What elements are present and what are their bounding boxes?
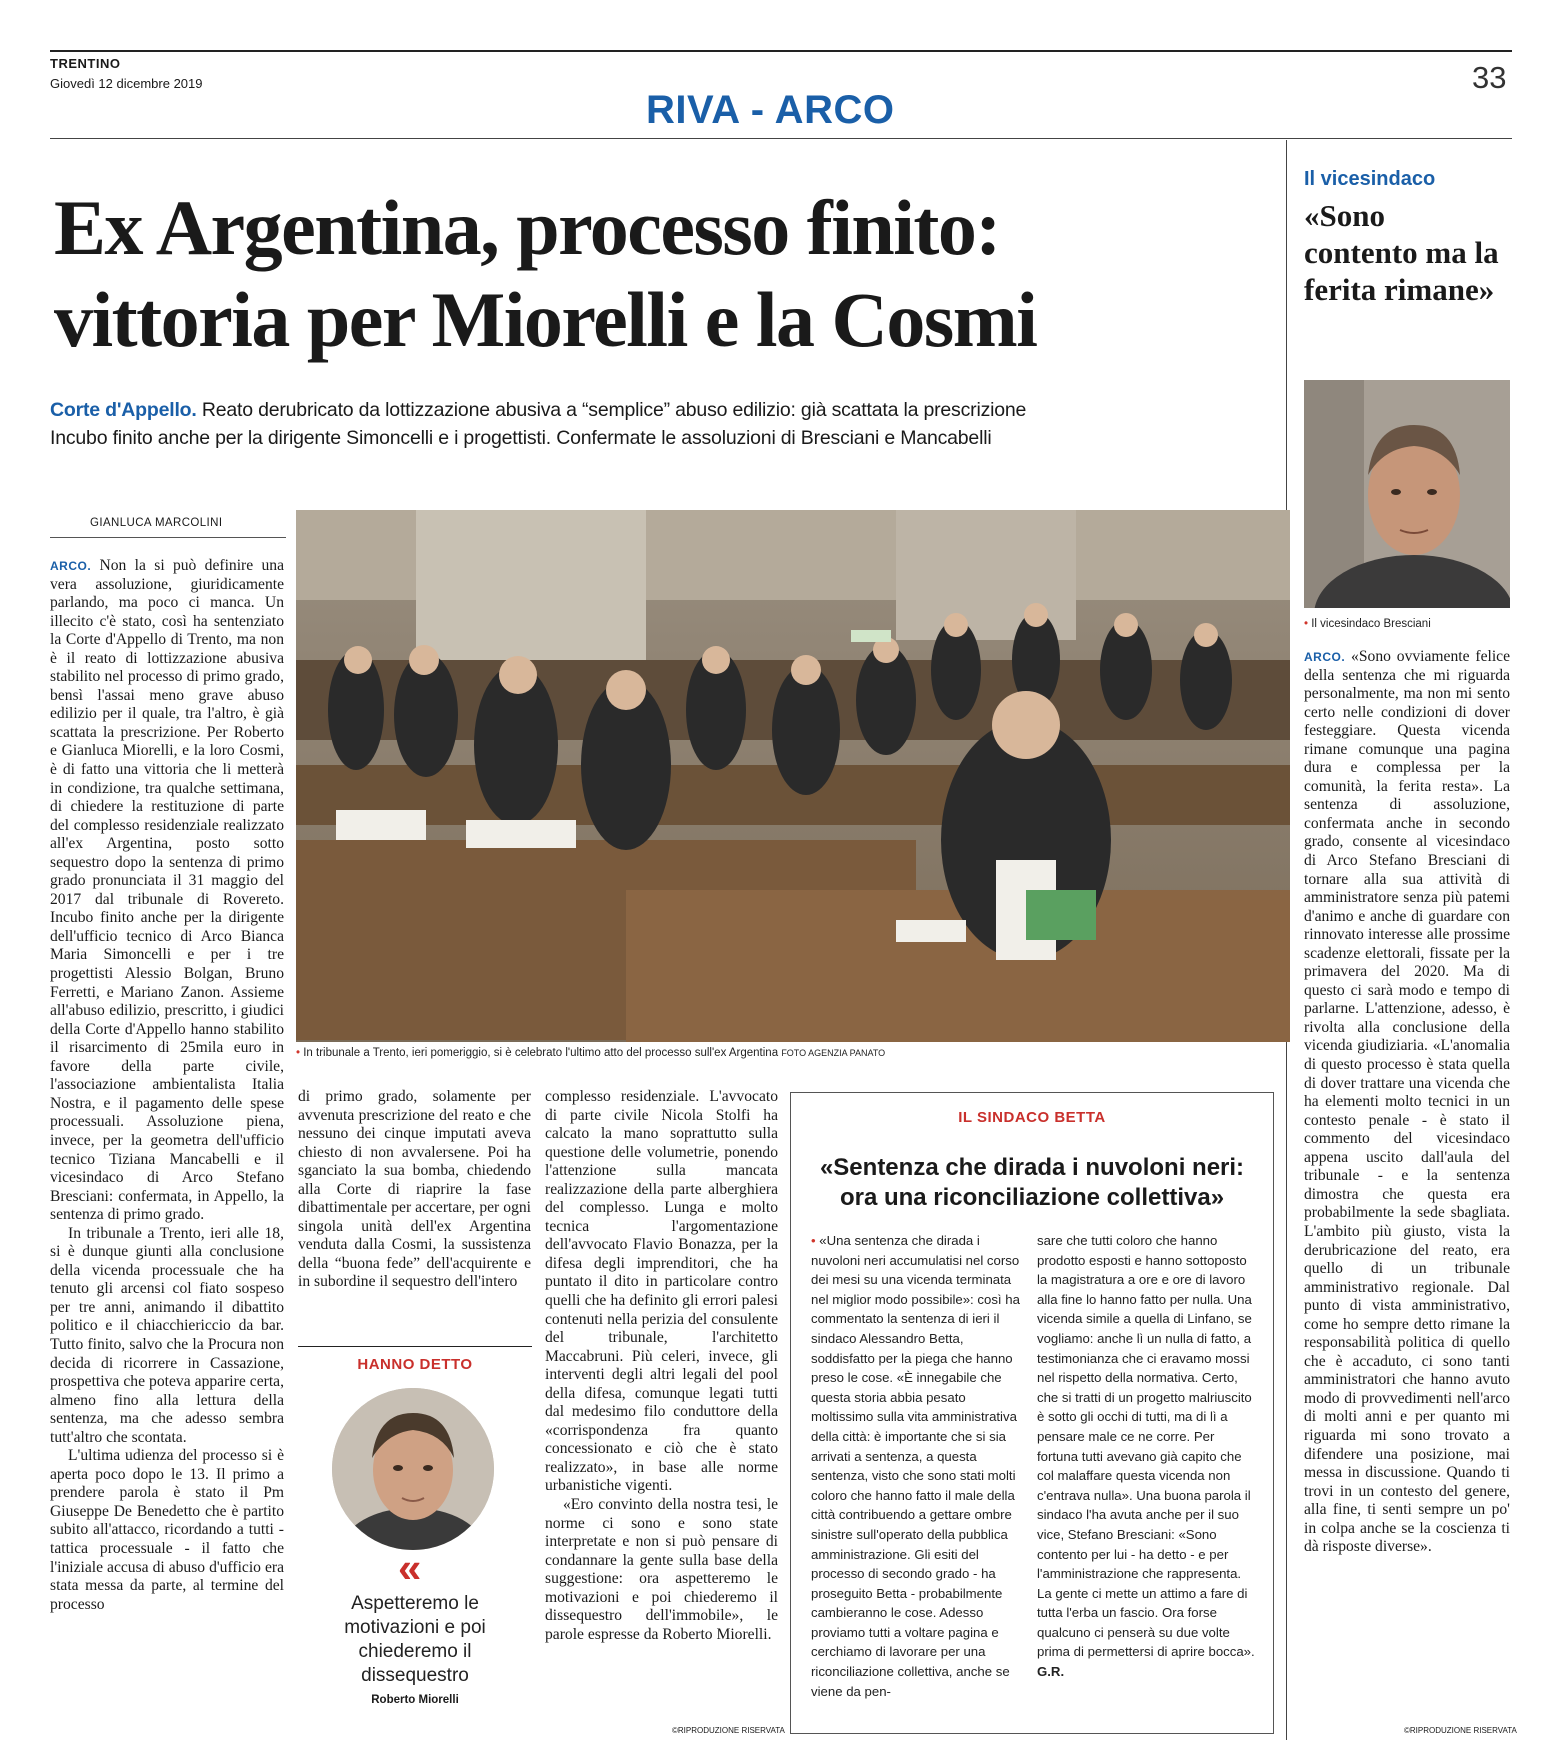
article-p3: L'ultima udienza del processo si è aperta poco dopo le 13. Il primo a prendere parola è stato il Pm Giuseppe De Benedetto che è partito subito all'attacco, ricordando a tutti - tattica processuale - il fatto che l'iniziale accusa di abuso d'ufficio era stata messa da parte, al termine del processo [50, 1447, 284, 1613]
mayor-signature: G.R. [1037, 1664, 1065, 1680]
sidebar-caption-bullet: • [1304, 618, 1309, 630]
mayor-box [790, 1092, 1274, 1734]
sidebar-body [1304, 648, 1510, 1557]
deck-kicker: Corte d'Appello. [50, 399, 197, 421]
portrait-bresciani [1304, 380, 1510, 608]
deck-text-1: Reato derubricato da lottizzazione abusiva a “semplice” abuso edilizio: già scattata la prescrizione [201, 399, 1027, 421]
caption-text: In tribunale a Trento, ieri pomeriggio, si è celebrato l'ultimo atto del processo sull'ex Argentina [303, 1047, 779, 1059]
byline-rule [50, 537, 286, 538]
portrait-miorelli [332, 1388, 494, 1550]
quote-text: Aspetteremo le motivazioni e poi chiederemo il dissequestro [344, 1593, 486, 1686]
section-rule [50, 138, 1512, 139]
sidebar-dateline: ARCO. [1304, 650, 1346, 664]
article-col3-p2: «Ero convinto della nostra tesi, le norme ci sono e sono state interpretate e non si può pensare di condannare la gente sulla base della suggestione: ora aspetteremo le motivazioni e poi chiederemo il dissequestro dell'immobile», le parole espresse da Roberto Miorelli. [545, 1496, 778, 1643]
headline-line-1: Ex Argentina, processo finito: [54, 184, 1000, 271]
quote-author: Roberto Miorelli [371, 1694, 459, 1706]
sidebar-title: «Sono contento ma la ferita rimane» [1304, 198, 1499, 307]
page-number: 33 [1472, 60, 1507, 95]
article-dateline: ARCO. [50, 559, 92, 573]
article-p1 [50, 557, 284, 1225]
quote-box [298, 1346, 532, 1736]
mayor-box-label: IL SINDACO BETTA [958, 1109, 1106, 1126]
courtroom-photo [296, 510, 1290, 1042]
section-title: RIVA - ARCO [646, 88, 895, 132]
byline: GIANLUCA MARCOLINI [90, 517, 223, 529]
sidebar-label: Il vicesindaco [1304, 168, 1436, 190]
issue-date: Giovedì 12 dicembre 2019 [50, 76, 203, 91]
mayor-title-line-1: «Sentenza che dirada i nuvoloni neri: [819, 1154, 1245, 1181]
quote-box-top-rule [298, 1346, 532, 1347]
mayor-column-1 [811, 1231, 1023, 1725]
photo-caption [296, 1047, 1290, 1059]
article-column-3 [545, 1088, 778, 1724]
mayor-bullet: • [811, 1233, 816, 1248]
caption-bullet: • [296, 1047, 301, 1059]
vicesindaco-photo [1304, 380, 1510, 608]
article-column-2 [298, 1088, 531, 1342]
deck-line-2: Incubo finito anche per la dirigente Simoncelli e i progettisti. Confermate le assoluzioni di Bresciani e Mancabelli [50, 427, 992, 449]
photo-credit: FOTO AGENZIA PANATO [781, 1048, 886, 1058]
headline-line-2: vittoria per Miorelli e la Cosmi [54, 276, 1037, 363]
quote-portrait [332, 1388, 494, 1550]
mayor-box-title [797, 1153, 1267, 1213]
article-p2: In tribunale a Trento, ieri alle 18, si è dunque giunti alla conclusione della vicenda processuale che ha tenuto gli arcensi col fiato sospeso per tre anni, animando il dibattito politico e il chiacchiericcio da bar. Tutto finito, salvo che la Procura non decida di ricorrere in Cassazione, prospettiva che poteva apparire certa, almeno fino alla lettura della sentenza, ma che adesso sembra tutt'altro che scontata. [50, 1224, 284, 1446]
deck-line-1 [50, 396, 1290, 424]
mayor-col1-text: «Una sentenza che dirada i nuvoloni neri accumulatisi nel corso dei mesi su una vicenda terminata nel miglior modo possibile»: così ha commentato la sentenza di ieri il sindaco Alessandro Betta, soddisfatto per la piega che hanno preso le cose. «È innegabile che questa storia abbia pesato moltissimo sulla vita amministrativa della città: è importante che si sia arrivati a sentenza, a questa sentenza, visto che sono stati molti coloro che hanno fatto il male della città contribuendo a gettare ombre sinistre sull'operato della pubblica amministrazione. Gli esiti del processo di secondo grado - ha proseguito Betta - probabilmente cambieranno le cose. Adesso proviamo tutti a voltare pagina e cerchiamo di lavorare per una riconciliazione collettiva, anche se viene da pen- [811, 1233, 1020, 1699]
masthead-rule [50, 50, 1512, 52]
sidebar-copyright: ©RIPRODUZIONE RISERVATA [1404, 1726, 1517, 1735]
mayor-column-2 [1037, 1231, 1257, 1725]
headline [54, 182, 1286, 366]
sidebar-body-text: «Sono ovviamente felice della sentenza che mi riguarda personalmente, ma non mi sento certo nelle condizioni di dover festeggiare. Questa vicenda rimane comunque una pagina dura e complessa per la comunità, la ferita resta». La sentenza di assoluzione, confermata anche in secondo grado, consente al vicesindaco di Arco Stefano Bresciani di tornare alla sua attività di amministratore senza più patemi d'animo e anche di guardare con rinnovato interesse alle prossime scadenze elettorali, fissate per la primavera del 2020. Ma di questo ci sarà modo e tempo di parlarne. L'attenzione, adesso, è rivolta alla conclusione della vicenda giudiziaria. «L'anomalia di questo processo è stata quella di dover trattare una vicenda che ha elementi molto tecnici in un contesto penale - è stato il commento del vicesindaco appena uscito dall'aula del tribunale - e la sentenza dimostra che questa era probabilmente la sede sbagliata. L'ambito più giusto, vista la derubricazione del reato, era quello di un tribunale amministrativo regionale. Dal punto di vista amministrativo, come ho sempre detto rimane la responsabilità politica di quello che è accaduto, ci sono tanti amministratori che hanno avuto modo di provvedimenti nell'arco di molti anni e per quanto mi riguarda mi sono trovato a difendere una posizione, mai messa in discussione. Quando ti trovi in un contesto del genere, alla fine, ti senti sempre un po' in colpa anche se la coscienza ti dà risposte diverse». [1304, 648, 1510, 1556]
article-column-1 [50, 557, 284, 1725]
sidebar-caption-text: Il vicesindaco Bresciani [1311, 618, 1431, 630]
mayor-col2-text: sare che tutti coloro che hanno prodotto esposti e hanno sottoposto la magistratura a ore e ore di lavoro alla fine lo hanno fatto per nulla. Una vicenda simile a quella di Linfano, se vogliamo: anche lì un nulla di fatto, a testimonianza che ci eravamo mossi nel rispetto della normativa. Certo, che si tratti di un progetto malriuscito è sotto gli occhi di tutti, ma di lì a pensare male ce ne corre. Per fortuna tutti avevano già capito che col malaffare questa vicenda non c'entrava nulla». Una buona parola il sindaco l'ha avuta anche per il suo vice, Stefano Bresciani: «Sono contento per lui - ha detto - e per l'amministrazione che rappresenta. La gente ci mette un attimo a fare di tutta l'erba un fascio. Ora forse qualcuno ci penserà su due volte prima di permettersi di aprire bocca». [1037, 1233, 1255, 1660]
courtroom-illustration [296, 510, 1290, 1042]
deck [50, 396, 1290, 452]
quote-box-label: HANNO DETTO [357, 1356, 473, 1373]
article-copyright: ©RIPRODUZIONE RISERVATA [672, 1726, 785, 1735]
quote-mark: « [398, 1544, 422, 1591]
mayor-title-line-2: ora una riconciliazione collettiva» [839, 1184, 1225, 1211]
article-col2-text: di primo grado, solamente per avvenuta prescrizione del reato e che nessuno dei cinque imputati aveva chiesto di non avvalersene. Poi ha sganciato la sua bomba, chiedendo alla Corte di riaprire la fase dibattimentale per accertare, per ogni singola unità dell'ex Argentina venduta dalla Cosmi, la sussistenza della “buona fede” dell'acquirente e in subordine il sequestro dell'intero [298, 1088, 531, 1291]
sidebar-column [1304, 648, 1510, 1722]
article-p1-text: Non la si può definire una vera assoluzione, giuridicamente parlando, ma poco ci manca. Un illecito c'è stato, così ha sentenziato la Corte d'Appello di Trento, ma non è il reato di lottizzazione abusiva stabilito nel processo di primo grado, bensì l'assai meno grave abuso edilizio per il quale, tra l'altro, è già scattata la prescrizione. Per Roberto e Gianluca Miorelli, e la loro Cosmi, è di fatto una vittoria che li metterà in condizione, tra qualche settimana, di chiedere la restituzione di parte del complesso residenziale realizzato all'ex Argentina, posto sotto sequestro dopo la sentenza di primo grado pronunciata il 31 maggio del 2017 dal tribunale di Rovereto. Incubo finito anche per la dirigente dell'ufficio tecnico di Arco Bianca Maria Simoncelli e per i tre progettisti Alessio Bolgan, Bruno Ferretti, e Mariano Zanon. Assieme all'abuso edilizio, prescritto, i giudici della Corte d'Appello hanno stabilito il risarcimento di 25mila euro in favore della parte civile, l'associazione ambientalista Italia Nostra, e il pagamento delle spese processuali. Assoluzione piena, invece, per la geometra dell'ufficio tecnico Tiziana Mancabelli e il vicesindaco di Arco Stefano Bresciani: confermata, in Appello, la sentenza di primo grado. [50, 557, 284, 1224]
article-col3-p1: complesso residenziale. L'avvocato di parte civile Nicola Stolfi ha calcato la mano soprattutto sulla questione delle volumetrie, ponendo l'attenzione sulla mancata realizzazione della parte alberghiera del complesso. Lunga e molto tecnica l'argomentazione dell'avvocato Flavio Bonazza, per la difesa degli imprenditori, che ha puntato il dito in particolare contro quelli che ha definito gli errori palesi contenuti nella perizia del consulente del tribunale, l'architetto Maccabruni. Più celeri, invece, gli interventi degli altri legali del pool della difesa, comunque legati tutti dal medesimo filo conduttore della «corrispondenza fra quanto concessionato e ciò che è stato realizzato», in base alle norme urbanistiche vigenti. [545, 1088, 778, 1495]
paper-name: TRENTINO [50, 56, 121, 71]
sidebar-photo-caption [1304, 618, 1431, 630]
